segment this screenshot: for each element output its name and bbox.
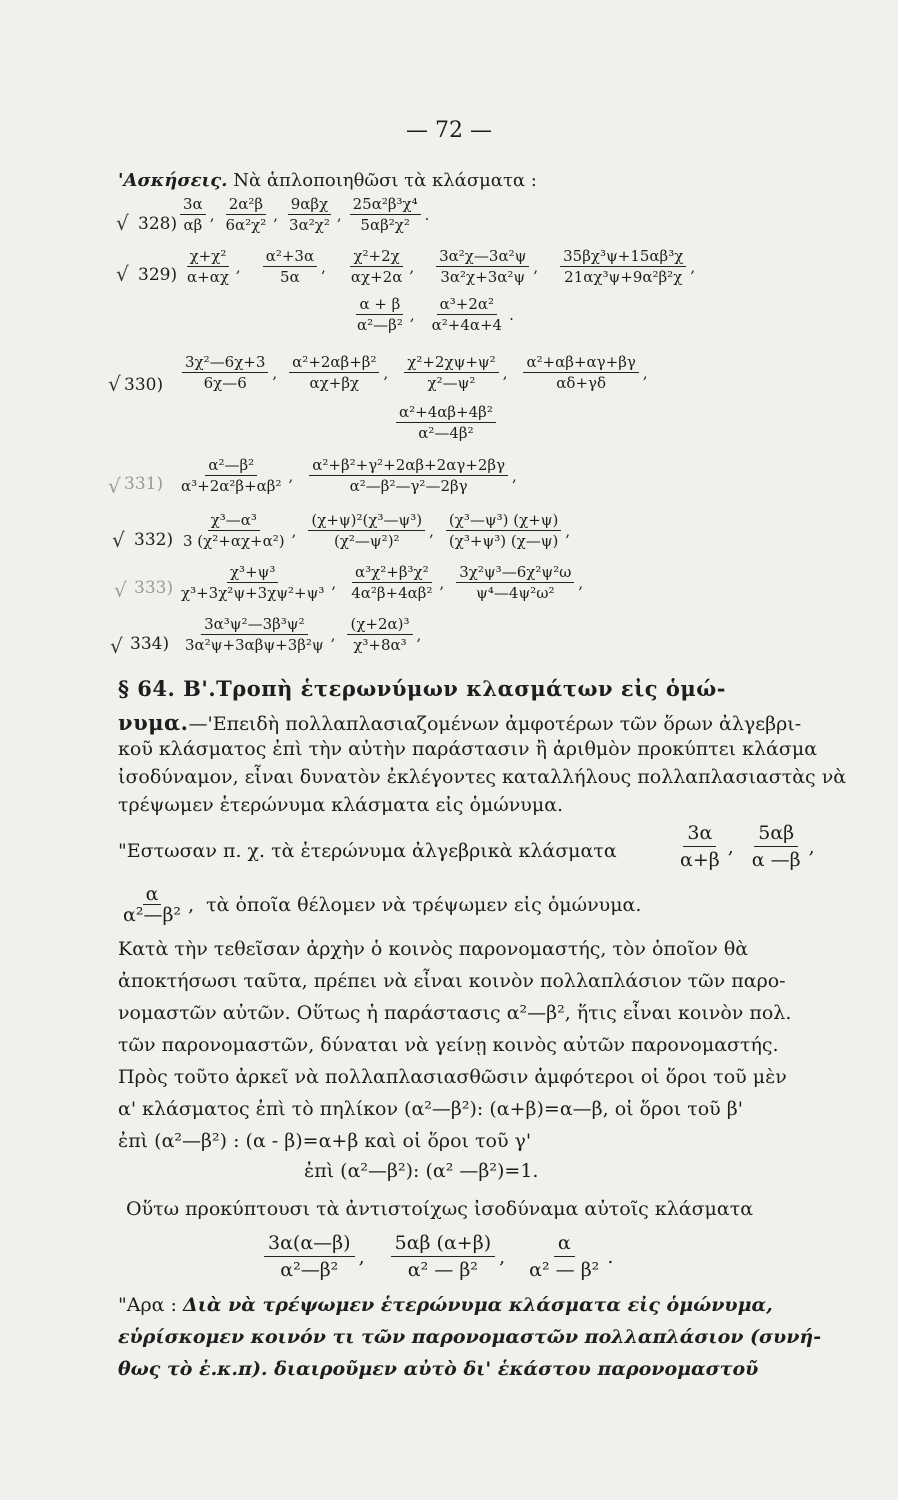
section-title: § 64. Β'.Τροπὴ ἑτερωνύμων κλασμάτων εἰς ὁμώ- <box>118 676 726 701</box>
exercise-number-331: 331) <box>124 474 164 494</box>
fraction: $\frac{\text{χ³+ψ³}}{\text{χ³+3χ²ψ+3χψ²+ψ³}}$ <box>181 563 325 602</box>
fraction: $\frac{\text{α²+3α}}{5\alpha}$ <box>263 246 317 287</box>
exercise-number-329: 329) <box>138 265 178 285</box>
fraction: $\frac{\text{35βχ³ψ+15αβ³χ}}{\text{21αχ³ψ+9α²β²χ}}$ <box>560 246 686 287</box>
fraction: $\frac{\text{χ³—α³}}{\text{3 (χ²+αχ+α²)}}$ <box>183 511 285 550</box>
fraction: $\frac{\text{α²+αβ+αγ+βγ}}{\alpha\delta+\gamma\delta}$ <box>523 352 638 393</box>
exercises-label: 'Ασκήσεις. <box>118 170 228 191</box>
exercise-334-fractions: $\frac{\text{3α³ψ²—3β³ψ²}}{\text{3α²ψ+3αβψ+3β²ψ}}$ , $\frac{\text{(χ+2α)³}}{\text{χ³+8α³}}$ , <box>180 614 427 655</box>
paragraph-line: τῶν παρονομαστῶν, δύναται νὰ γείνῃ κοινὸς αὐτῶν παρονομαστής. <box>118 1034 779 1056</box>
paragraph-line: νομαστῶν αὐτῶν. Οὕτως ἡ παράστασις α²—β², ἥτις εἶναι κοινὸν πολ. <box>118 1002 792 1024</box>
exercise-number-334: 334) <box>130 634 170 654</box>
check-mark-icon: √ <box>112 528 125 552</box>
rule-line: θως τὸ ἐ.κ.π). διαιροῦμεν αὐτὸ δι' ἑκάστου παρονομαστοῦ <box>118 1358 759 1380</box>
fraction: $\frac{\text{α²—β²}}{\text{α³+2α²β+αβ²}}$ <box>181 456 282 495</box>
exercise-330-fractions: $\frac{\text{3χ²—6χ+3}}{6\chi—6}$ , $\frac{\text{α²+2αβ+β²}}{\alpha\chi+\beta\chi}$ , $\frac{\text{χ²+2χψ+ψ²}}{\text{χ²—ψ²}}$ , $\frac{\text{α²+αβ+αγ+βγ}}{\alpha\delta+\gamma\delta}$ , <box>180 352 654 393</box>
result-fractions: $\frac{3\alpha(\alpha—\beta)}{\text{α²—β²}}$ , $\frac{5\alpha\beta (\alpha+\beta)}{\text{α² — β²}}$ , $\frac{\alpha}{\text{α² — β²}}$ . <box>262 1230 619 1283</box>
check-mark-icon: √ <box>110 634 123 658</box>
check-mark-icon: √ <box>114 578 127 602</box>
fraction: $\frac{\alpha + \beta}{\text{α²—β²}}$ <box>357 295 403 334</box>
fraction: $\frac{\text{α²+4αβ+4β²}}{\text{α²—4β²}}$ <box>396 402 496 443</box>
fraction: $\frac{3\alpha(\alpha—\beta)}{\text{α²—β²}}$ <box>264 1230 355 1283</box>
paragraph-line: Κατὰ τὴν τεθεῖσαν ἀρχὴν ὁ κοινὸς παρονομαστής, τὸν ὁποῖον θὰ <box>118 938 749 960</box>
exercise-330-fraction-cont <box>394 402 498 443</box>
section-title-cont: νυμα. <box>118 710 189 735</box>
fraction: $\frac{\text{α³χ²+β³χ²}}{\text{4α²β+4αβ²}}$ <box>351 563 433 602</box>
fraction: $\frac{\text{χ+χ²}}{\alpha+\alpha\chi}$ <box>187 247 229 286</box>
paragraph-line: Πρὸς τοῦτο ἀρκεῖ νὰ πολλαπλασιασθῶσιν ἀμφότεροι οἱ ὅροι τοῦ μὲν <box>118 1066 787 1088</box>
fraction: $\frac{\text{3α³ψ²—3β³ψ²}}{\text{3α²ψ+3αβψ+3β²ψ}}$ <box>185 615 324 654</box>
fraction: $\frac{\text{α²+β²+γ²+2αβ+2αγ+2βγ}}{\text{α²—β²—γ²—2βγ}}$ <box>309 455 508 496</box>
exercise-329-fractions-cont: $\frac{\alpha + \beta}{\text{α²—β²}}$ , $\frac{\text{α³+2α²}}{\text{α²+4α+4}}$ . <box>352 294 520 335</box>
fraction: $\frac{3\alpha}{\alpha\beta}$ <box>180 194 206 235</box>
check-mark-icon: √ <box>108 372 121 396</box>
fraction: $\frac{\text{(χ+2α)³}}{\text{χ³+8α³}}$ <box>347 614 412 655</box>
paragraph-line: ἐπὶ (α²—β²): (α² —β²)=1. <box>304 1160 539 1182</box>
exercise-333-fractions: $\frac{\text{χ³+ψ³}}{\text{χ³+3χ²ψ+3χψ²+ψ³}}$ , $\frac{\text{α³χ²+β³χ²}}{\text{4α²β+4αβ²}}$ , $\frac{\text{3χ²ψ³—6χ²ψ²ω}}{\text{ψ⁴—4ψ²ω²}}$ , <box>176 562 589 603</box>
exercises-heading <box>118 170 537 191</box>
page-number: — 72 — <box>406 118 492 143</box>
exercise-332-fractions: $\frac{\text{χ³—α³}}{\text{3 (χ²+αχ+α²)}}$ , $\frac{\text{(χ+ψ)²(χ³—ψ³)}}{\text{(χ²—ψ²)²}}$ , $\frac{\text{(χ³—ψ³) (χ+ψ)}}{\text{(χ³+ψ³) (χ—ψ)}}$ , <box>178 510 576 551</box>
check-mark-icon: √ <box>116 262 129 286</box>
exercise-328-fractions: $\frac{3\alpha}{\alpha\beta}$ , $\frac{\text{2α²β}}{\text{6α²χ²}}$ , $\frac{\text{9αβχ}}{\text{3α²χ²}}$ , $\frac{\text{25α²β³χ⁴}}{\text{5αβ²χ²}}$ . <box>178 194 435 235</box>
exercise-329-fractions: $\frac{\text{χ+χ²}}{\alpha+\alpha\chi}$ , $\frac{\text{α²+3α}}{5\alpha}$ , $\frac{\text{χ²+2χ}}{\alpha\chi+2\alpha}$ , $\frac{\text{3α²χ—3α²ψ}}{\text{3α²χ+3α²ψ}}$ , $\frac{\text{35βχ³ψ+15αβ³χ}}{\text{21αχ³ψ+9α²β²χ}}$ , <box>182 246 701 287</box>
exercises-instruction: Νὰ ἁπλοποιηθῶσι τὰ κλάσματα : <box>233 170 537 191</box>
paragraph-line: τρέψωμεν ἑτερώνυμα κλάσματα εἰς ὁμώνυμα. <box>118 794 564 816</box>
fraction: $\frac{\text{(χ³—ψ³) (χ+ψ)}}{\text{(χ³+ψ³) (χ—ψ)}}$ <box>446 510 561 551</box>
fraction: $\frac{5\alpha\beta (\alpha+\beta)}{\text{α² — β²}}$ <box>391 1230 496 1283</box>
fraction: $\frac{\text{(χ+ψ)²(χ³—ψ³)}}{\text{(χ²—ψ²)²}}$ <box>308 510 425 551</box>
fraction: $\frac{\text{9αβχ}}{\text{3α²χ²}}$ <box>289 195 330 234</box>
example-line-2: $\frac{\alpha}{\text{α²—β²}}$ , τὰ ὁποῖα θέλομεν νὰ τρέψωμεν εἰς ὁμώνυμα. <box>118 884 641 925</box>
paragraph-line: ἰσοδύναμον, εἶναι δυνατὸν ἐκλέγοντες καταλλήλους πολλαπλασιαστὰς νὰ <box>118 766 847 788</box>
exercise-number-328: 328) <box>138 214 178 234</box>
fraction: $\frac{\text{3α²χ—3α²ψ}}{\text{3α²χ+3α²ψ}}$ <box>436 246 529 287</box>
rule-lead: "Αρα : <box>118 1294 177 1316</box>
section-paragraph-line <box>118 710 838 735</box>
fraction: $\frac{\alpha}{\text{α²—β²}}$ <box>123 883 182 926</box>
fraction: $\frac{3\alpha}{\alpha+\beta}$ <box>680 822 720 871</box>
rule-line <box>118 1294 838 1316</box>
exercise-number-332: 332) <box>134 530 174 550</box>
fraction: $\frac{\text{2α²β}}{\text{6α²χ²}}$ <box>225 195 267 234</box>
fraction: $\frac{\text{χ²+2χψ+ψ²}}{\text{χ²—ψ²}}$ <box>404 352 498 393</box>
example-text: "Εστωσαν π. χ. τὰ ἑτερώνυμα ἀλγεβρικὰ κλάσματα <box>118 840 617 862</box>
fraction: $\frac{\alpha}{\text{α² — β²}}$ <box>529 1232 600 1281</box>
exercise-number-333: 333) <box>134 578 174 598</box>
fraction: $\frac{5\alpha\beta}{\alpha —\beta}$ <box>751 822 801 871</box>
paragraph-line: ἐπὶ (α²—β²) : (α - β)=α+β καὶ οἱ ὅροι τοῦ γ' <box>118 1130 532 1152</box>
paragraph-text: —'Επειδὴ πολλαπλασιαζομένων ἀμφοτέρων τῶν ὅρων ἀλγεβρι- <box>188 713 802 735</box>
rule-line: εὑρίσκομεν κοινόν τι τῶν παρονομαστῶν πολλαπλάσιον (συνή- <box>118 1326 822 1348</box>
exercise-number-330: 330) <box>124 375 164 395</box>
paragraph-line: ἀποκτήσωσι ταῦτα, πρέπει νὰ εἶναι κοινὸν πολλαπλάσιον τῶν παρο- <box>118 970 786 992</box>
fraction: $\frac{\text{3χ²—6χ+3}}{6\chi—6}$ <box>182 352 268 393</box>
fraction: $\frac{\text{α²+2αβ+β²}}{\alpha\chi+\beta\chi}$ <box>289 352 379 393</box>
fraction: $\frac{\text{χ²+2χ}}{\alpha\chi+2\alpha}$ <box>350 247 403 286</box>
exercise-331-fractions: $\frac{\text{α²—β²}}{\text{α³+2α²β+αβ²}}$ , $\frac{\text{α²+β²+γ²+2αβ+2αγ+2βγ}}{\text{α²—β²—γ²—2βγ}}$ , <box>176 455 523 496</box>
check-mark-icon: √ <box>108 474 121 498</box>
example-fractions: $\frac{3\alpha}{\alpha+\beta}$ , $\frac{5\alpha\beta}{\alpha —\beta}$ , <box>674 820 821 873</box>
paragraph-line: α' κλάσματος ἐπὶ τὸ πηλίκον (α²—β²): (α+β)=α—β, οἱ ὅροι τοῦ β' <box>118 1098 743 1120</box>
paragraph-line: Οὕτω προκύπτουσι τὰ ἀντιστοίχως ἰσοδύναμα αὐτοῖς κλάσματα <box>126 1198 754 1220</box>
fraction: $\frac{\text{25α²β³χ⁴}}{\text{5αβ²χ²}}$ <box>350 194 421 235</box>
fraction: $\frac{\text{3χ²ψ³—6χ²ψ²ω}}{\text{ψ⁴—4ψ²ω²}}$ <box>456 562 574 603</box>
fraction: $\frac{\text{α³+2α²}}{\text{α²+4α+4}}$ <box>431 295 503 334</box>
paragraph-line: κοῦ κλάσματος ἐπὶ τὴν αὐτὴν παράστασιν ἢ ἀριθμὸν προκύπτει κλάσμα <box>118 738 818 760</box>
rule-text: Διὰ νὰ τρέψωμεν ἑτερώνυμα κλάσματα εἰς ὁμώνυμα, <box>182 1294 773 1316</box>
example-text-2: τὰ ὁποῖα θέλομεν νὰ τρέψωμεν εἰς ὁμώνυμα. <box>206 893 642 916</box>
check-mark-icon: √ <box>116 211 129 235</box>
